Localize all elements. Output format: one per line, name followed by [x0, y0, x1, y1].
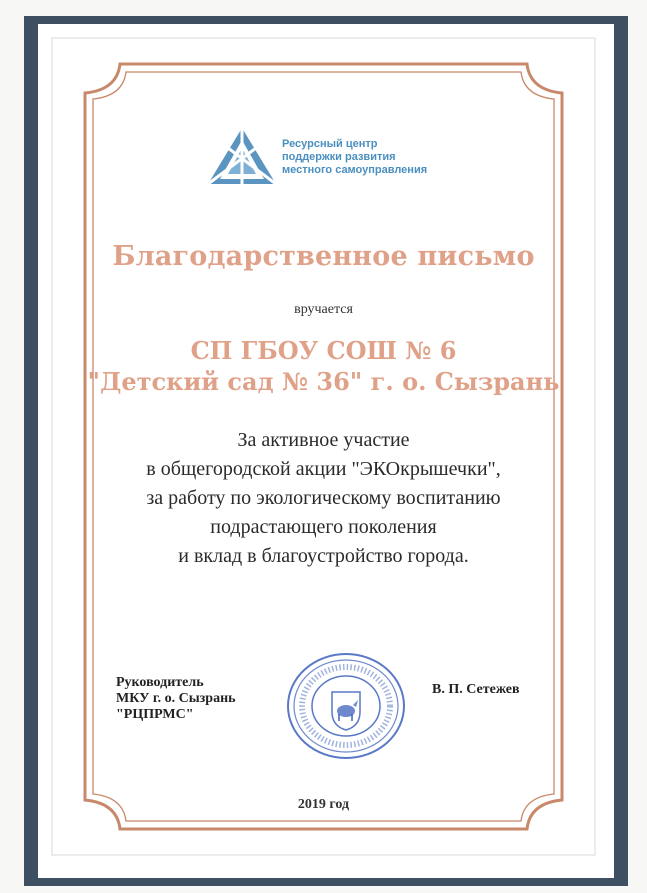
gratitude-text [60, 426, 587, 571]
position-line: "РЦПРМС" [116, 707, 194, 722]
body-line: и вклад в благоустройство города. [178, 545, 469, 567]
body-line: За активное участие [237, 429, 410, 451]
official-seal-stamp-icon [284, 650, 408, 762]
body-line: за работу по экологическому воспитанию [146, 487, 501, 509]
position-line: МКУ г. о. Сызрань [116, 691, 236, 706]
recipient-name [60, 335, 587, 397]
document-year: 2019 год [297, 797, 350, 812]
signatory-position [116, 675, 286, 723]
signatory-name: В. П. Сетежев [432, 682, 520, 697]
recipient-line: "Детский сад № 36" г. о. Сызрань [87, 367, 560, 396]
organization-line: Ресурсный центр [282, 138, 378, 150]
organization-name [282, 138, 462, 177]
recipient-line: СП ГБОУ СОШ № 6 [190, 336, 457, 365]
triangle-logo-icon [206, 124, 278, 188]
document-subtitle: вручается [294, 302, 353, 317]
position-line: Руководитель [116, 675, 204, 690]
body-line: подрастающего поколения [210, 516, 437, 538]
organization-line: местного самоуправления [282, 164, 428, 176]
document-title: Благодарственное письмо [112, 241, 535, 272]
body-line: в общегородской акции "ЭКОкрышечки", [146, 458, 501, 480]
organization-line: поддержки развития [282, 151, 396, 163]
